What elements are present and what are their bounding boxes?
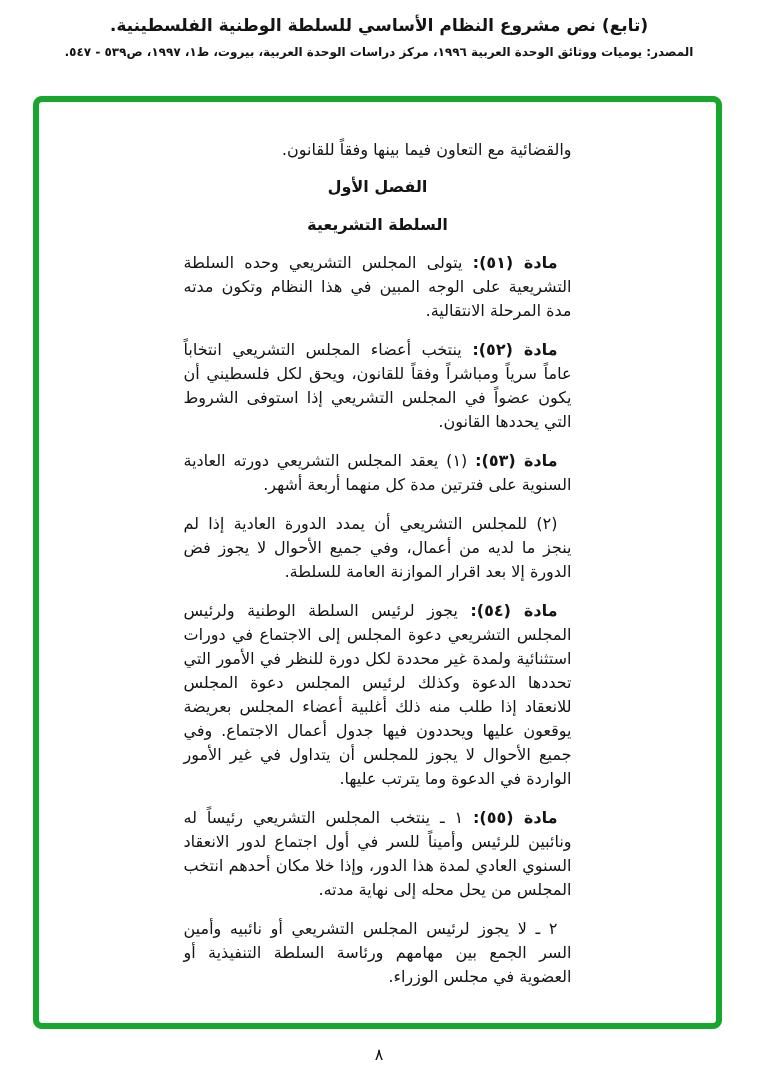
article-55-clause-2: [184, 917, 572, 989]
green-border-frame: [33, 96, 722, 1029]
section-heading: السلطة التشريعية: [307, 215, 448, 234]
article-53-clause-2: [184, 512, 572, 584]
article-55-label: مادة (٥٥):: [473, 808, 558, 827]
source-citation: المصدر: يوميات ووثائق الوحدة العربية ١٩٩٦، مركز دراسات الوحدة العربية، بيروت، ط١، ١٩٩٧، ص٥٣٩ - ٥٤٧.: [64, 45, 694, 59]
article-53-clause-2-text: (٢) للمجلس التشريعي أن يمدد الدورة العادية إذا لم ينجز ما لديه من أعمال، وفي جميع الأحوال لا يجوز فض الدورة إلا بعد اقرار الموازنة العامة للسلطة.: [183, 514, 572, 581]
article-53: [184, 449, 572, 497]
page-footer: [0, 1045, 758, 1064]
article-53-label: مادة (٥٣):: [475, 451, 558, 470]
document-body: [184, 138, 572, 989]
article-52: [184, 338, 572, 434]
article-54-label: مادة (٥٤):: [470, 601, 558, 620]
chapter-heading: الفصل الأول: [327, 177, 428, 196]
continuation-paragraph: والقضائية مع التعاون فيما بينها وفقاً للقانون.: [281, 140, 572, 159]
page-header: [0, 16, 758, 59]
document-title: (تابع) نص مشروع النظام الأساسي للسلطة الوطنية الفلسطينية.: [109, 16, 649, 36]
article-52-label: مادة (٥٢):: [472, 340, 558, 359]
article-55-text: ١ ـ ينتخب المجلس التشريعي رئيساً له ونائبين للرئيس وأميناً للسر في أول اجتماع لدور الانعقاد السنوي العادي لمدة هذا الدور، وإذا خلا مكان أحدهم انتخب المجلس من يحل محله إلى نهاية مدته.: [183, 808, 572, 899]
article-52-text: ينتخب أعضاء المجلس التشريعي انتخاباً عاماً سرياً ومباشراً وفقاً للقانون، ويحق لكل فلسطيني أن يكون عضواً في المجلس التشريعي إذا استوفى الشروط التي يحددها القانون.: [183, 340, 572, 431]
article-54-text: يجوز لرئيس السلطة الوطنية ولرئيس المجلس التشريعي دعوة المجلس إلى الاجتماع في دورات استثنائية ولمدة غير محددة لكل دورة للنظر في الأمور التي تحددها الدعوة وكذلك لرئيس المجلس دعوة المجلس للانعقاد إذا طلب منه ذلك أغلبية أعضاء المجلس بعريضة يوقعون عليها ويحددون فيها جدول أعمال الاجتماع. وفي جميع الأحوال لا يجوز للمجلس أن يتداول في غير الأمور الواردة في الدعوة وما يترتب عليها.: [183, 601, 572, 788]
article-55: [184, 806, 572, 902]
article-51-label: مادة (٥١):: [472, 253, 558, 272]
article-51-text: يتولى المجلس التشريعي وحده السلطة التشريعية على الوجه المبين في هذا النظام وتكون مدته مدة المرحلة الانتقالية.: [183, 253, 572, 320]
article-53-text: (١) يعقد المجلس التشريعي دورته العادية السنوية على فترتين مدة كل منهما أربعة أشهر.: [183, 451, 572, 494]
article-55-clause-2-text: ٢ ـ لا يجوز لرئيس المجلس التشريعي أو نائبيه وأمين السر الجمع بين مهامهم ورئاسة السلطة التنفيذية أو العضوية في مجلس الوزراء.: [183, 919, 572, 986]
page-number: ٨: [374, 1045, 384, 1064]
article-54: [184, 599, 572, 791]
article-51: [184, 251, 572, 323]
